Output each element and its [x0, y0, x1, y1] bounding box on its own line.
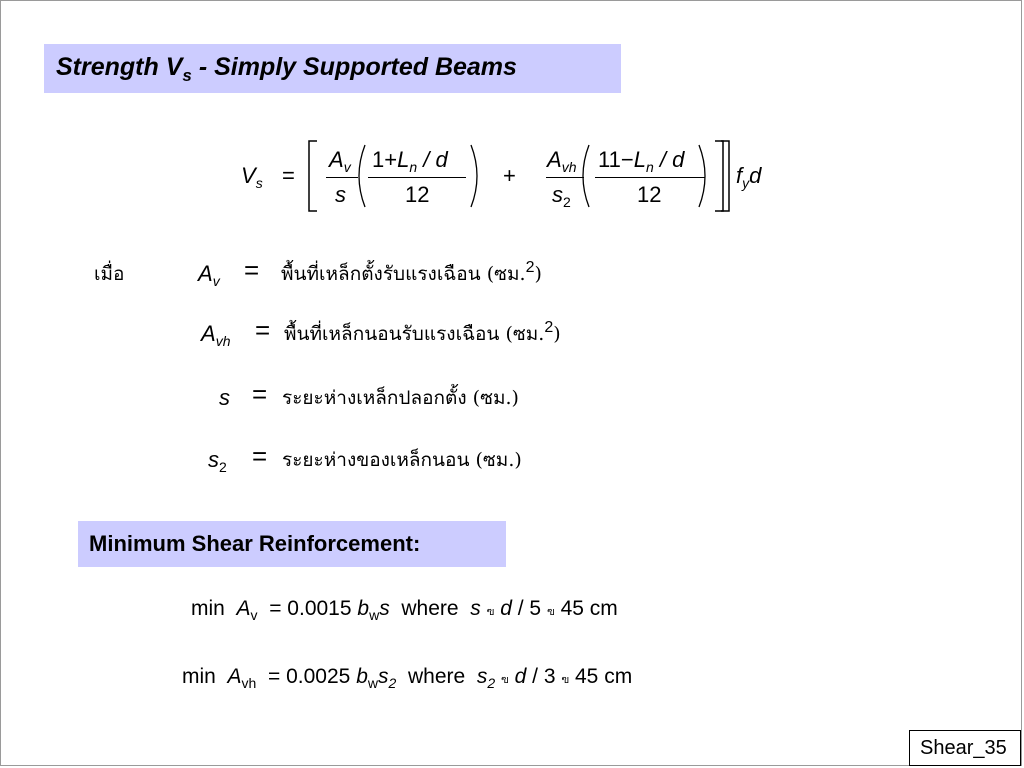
minimum-heading-box: [78, 521, 506, 567]
formula-plus: +: [503, 163, 516, 188]
slide-number: Shear_35: [920, 737, 1007, 759]
definition-symbol: $A_{vh}$: [201, 321, 231, 349]
term1-inner-fraction-bar: [368, 177, 466, 178]
definition-equals: =: [252, 379, 268, 409]
definition-equals: =: [252, 441, 268, 471]
formula-tail: $f_yd$: [736, 163, 762, 191]
term2-fraction-bar: [546, 177, 584, 178]
term1-numerator: $A_v$: [329, 147, 351, 175]
term2-inner-numerator: $11-L_n / d$: [598, 147, 685, 175]
slide-number-box: [909, 730, 1021, 766]
title-box: [44, 44, 621, 93]
term2-inner-denominator: 12: [637, 182, 662, 207]
definition-equals: =: [255, 315, 271, 345]
minimum-heading: Minimum Shear Reinforcement:: [89, 531, 421, 556]
slide-title: Strength $V_s$ - Simply Supported Beams: [56, 53, 517, 85]
term1-denominator: s: [335, 182, 346, 207]
definition-text: ระยะห่างเหล็กปลอกตั้ง (ซม.): [282, 387, 519, 409]
definition-text: ระยะห่างของเหล็กนอน (ซม.): [282, 449, 522, 471]
formula-equals: =: [282, 163, 295, 188]
definition-equals: =: [244, 255, 260, 285]
definitions-intro: เมื่อ: [94, 263, 125, 285]
term2-denominator: $s_2$: [552, 182, 571, 210]
definition-text: พื้นที่เหล็กตั้งรับแรงเฉือน (ซม.$^2$): [281, 259, 542, 285]
definition-symbol: s: [219, 385, 230, 410]
min-av-requirement: $\min A_v = 0.0015$ $b_ws$ where s ฃ d / 5 ฃ 45 cm: [191, 597, 618, 623]
formula-lhs: $V_s$: [241, 163, 263, 191]
term1-inner-numerator: $1+L_n / d$: [372, 147, 448, 175]
term2-inner-fraction-bar: [595, 177, 705, 178]
term2-numerator: $A_{vh}$: [547, 147, 577, 175]
definition-symbol: $A_v$: [198, 261, 220, 289]
term1-fraction-bar: [326, 177, 358, 178]
term1-inner-denominator: 12: [405, 182, 430, 207]
definition-symbol: $s_2$: [208, 447, 227, 475]
min-avh-requirement: $\min A_{vh} = 0.0025$ $b_ws_2$ where $s_2$ ฃ d / 3 ฃ 45 cm: [182, 665, 633, 691]
definition-text: พื้นที่เหล็กนอนรับแรงเฉือน (ซม.$^2$): [284, 319, 561, 345]
